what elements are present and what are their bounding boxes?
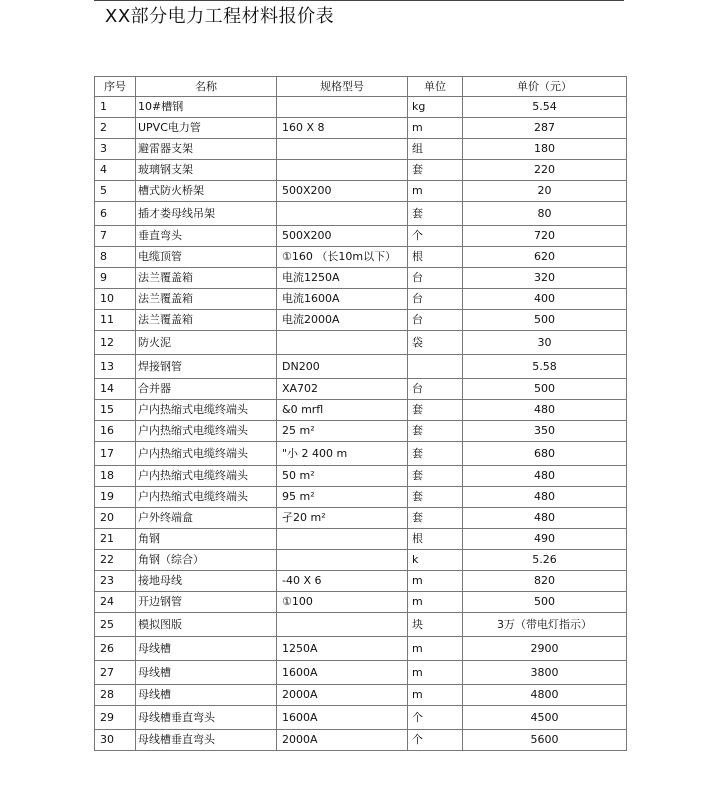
cell-name: 玻璃钢支架 — [136, 160, 277, 181]
table-row — [95, 442, 627, 466]
cell-no: 22 — [95, 550, 136, 571]
cell-name: 户内热缩式电缆终端头 — [136, 487, 277, 508]
cell-spec: 2000A — [277, 685, 408, 706]
cell-unit: m — [408, 637, 463, 661]
cell-no: 4 — [95, 160, 136, 181]
cell-no: 5 — [95, 181, 136, 202]
cell-name: 插才娄母线吊架 — [136, 202, 277, 226]
cell-name: 户内热缩式电缆终端头 — [136, 421, 277, 442]
top-rule — [94, 0, 624, 1]
cell-name: 户内热缩式电缆终端头 — [136, 442, 277, 466]
table-body — [95, 97, 627, 751]
table-row — [95, 421, 627, 442]
cell-price: 3800 — [463, 661, 627, 685]
cell-price: 180 — [463, 139, 627, 160]
cell-name: 角钢 — [136, 529, 277, 550]
cell-price: 4800 — [463, 685, 627, 706]
cell-name: 避雷器支架 — [136, 139, 277, 160]
cell-price: 350 — [463, 421, 627, 442]
table-row — [95, 310, 627, 331]
cell-unit: m — [408, 592, 463, 613]
cell-price: 5.58 — [463, 355, 627, 379]
cell-price: 480 — [463, 487, 627, 508]
cell-name: 法兰覆盖箱 — [136, 268, 277, 289]
cell-no: 24 — [95, 592, 136, 613]
cell-unit: 台 — [408, 289, 463, 310]
table-row — [95, 355, 627, 379]
cell-no: 27 — [95, 661, 136, 685]
table-row — [95, 226, 627, 247]
cell-unit: m — [408, 118, 463, 139]
cell-name: 模拟图版 — [136, 613, 277, 637]
header-price: 单价（元） — [463, 77, 627, 97]
table-row — [95, 289, 627, 310]
cell-unit: 套 — [408, 487, 463, 508]
cell-unit: 个 — [408, 706, 463, 730]
cell-price: 500 — [463, 592, 627, 613]
cell-price: 620 — [463, 247, 627, 268]
cell-unit: 根 — [408, 247, 463, 268]
cell-unit: 个 — [408, 226, 463, 247]
cell-no: 7 — [95, 226, 136, 247]
table-row — [95, 268, 627, 289]
table-row — [95, 706, 627, 730]
table-row — [95, 487, 627, 508]
table-row — [95, 592, 627, 613]
cell-name: 母线槽 — [136, 637, 277, 661]
cell-name: 母线槽垂直弯头 — [136, 706, 277, 730]
cell-no: 30 — [95, 730, 136, 751]
table-row — [95, 550, 627, 571]
cell-name: 槽式防火桥架 — [136, 181, 277, 202]
cell-spec: DN200 — [277, 355, 408, 379]
cell-no: 11 — [95, 310, 136, 331]
cell-spec — [277, 550, 408, 571]
header-no: 序号 — [95, 77, 136, 97]
cell-name: 法兰覆盖箱 — [136, 310, 277, 331]
cell-unit: 袋 — [408, 331, 463, 355]
cell-spec — [277, 613, 408, 637]
cell-name: 防火泥 — [136, 331, 277, 355]
cell-name: 母线槽垂直弯头 — [136, 730, 277, 751]
table-row — [95, 685, 627, 706]
cell-unit: 套 — [408, 421, 463, 442]
header-spec: 规格型号 — [277, 77, 408, 97]
cell-name: UPVC电力管 — [136, 118, 277, 139]
cell-spec — [277, 202, 408, 226]
cell-price: 2900 — [463, 637, 627, 661]
cell-spec: "小 2 400 m — [277, 442, 408, 466]
cell-spec: 孑20 m² — [277, 508, 408, 529]
table-row — [95, 181, 627, 202]
cell-no: 13 — [95, 355, 136, 379]
table-row — [95, 661, 627, 685]
cell-price: 5600 — [463, 730, 627, 751]
cell-unit: 台 — [408, 379, 463, 400]
table-row — [95, 247, 627, 268]
cell-name: 法兰覆盖箱 — [136, 289, 277, 310]
cell-name: 接地母线 — [136, 571, 277, 592]
table-row — [95, 730, 627, 751]
cell-no: 9 — [95, 268, 136, 289]
cell-price: 480 — [463, 508, 627, 529]
table-row — [95, 400, 627, 421]
cell-spec: 95 m² — [277, 487, 408, 508]
cell-unit: 个 — [408, 730, 463, 751]
header-row — [95, 77, 627, 97]
cell-price: 4500 — [463, 706, 627, 730]
cell-spec: ①100 — [277, 592, 408, 613]
cell-unit: 块 — [408, 613, 463, 637]
cell-price: 30 — [463, 331, 627, 355]
cell-price: 220 — [463, 160, 627, 181]
cell-no: 2 — [95, 118, 136, 139]
cell-no: 25 — [95, 613, 136, 637]
table-row — [95, 139, 627, 160]
cell-no: 3 — [95, 139, 136, 160]
cell-price: 5.54 — [463, 97, 627, 118]
cell-no: 19 — [95, 487, 136, 508]
table-row — [95, 508, 627, 529]
cell-spec — [277, 529, 408, 550]
cell-spec — [277, 160, 408, 181]
cell-no: 6 — [95, 202, 136, 226]
cell-price: 3万（带电灯指示） — [463, 613, 627, 637]
cell-spec: ①160 （长10m以下） — [277, 247, 408, 268]
cell-name: 开边钢管 — [136, 592, 277, 613]
table-row — [95, 118, 627, 139]
cell-unit: 台 — [408, 310, 463, 331]
cell-unit: 根 — [408, 529, 463, 550]
cell-unit: 套 — [408, 508, 463, 529]
header-unit: 单位 — [408, 77, 463, 97]
cell-unit: m — [408, 181, 463, 202]
cell-no: 23 — [95, 571, 136, 592]
cell-spec: 1250A — [277, 637, 408, 661]
cell-unit: m — [408, 571, 463, 592]
cell-no: 8 — [95, 247, 136, 268]
table-row — [95, 466, 627, 487]
cell-spec: 1600A — [277, 661, 408, 685]
cell-spec: 500X200 — [277, 226, 408, 247]
cell-name: 垂直弯头 — [136, 226, 277, 247]
cell-price: 500 — [463, 379, 627, 400]
cell-price: 80 — [463, 202, 627, 226]
cell-no: 16 — [95, 421, 136, 442]
cell-name: 合并器 — [136, 379, 277, 400]
cell-price: 5.26 — [463, 550, 627, 571]
table-row — [95, 379, 627, 400]
cell-no: 12 — [95, 331, 136, 355]
cell-price: 500 — [463, 310, 627, 331]
cell-price: 480 — [463, 400, 627, 421]
cell-price: 490 — [463, 529, 627, 550]
cell-price: 320 — [463, 268, 627, 289]
cell-unit: 套 — [408, 466, 463, 487]
cell-no: 21 — [95, 529, 136, 550]
cell-unit — [408, 355, 463, 379]
cell-no: 10 — [95, 289, 136, 310]
cell-spec — [277, 139, 408, 160]
table-row — [95, 160, 627, 181]
table-row — [95, 637, 627, 661]
cell-spec — [277, 97, 408, 118]
cell-unit: kg — [408, 97, 463, 118]
cell-spec: &0 mrfl — [277, 400, 408, 421]
cell-no: 29 — [95, 706, 136, 730]
cell-price: 720 — [463, 226, 627, 247]
cell-spec: 50 m² — [277, 466, 408, 487]
cell-unit: k — [408, 550, 463, 571]
cell-spec: 电流1250A — [277, 268, 408, 289]
cell-name: 母线槽 — [136, 685, 277, 706]
cell-unit: 套 — [408, 160, 463, 181]
cell-name: 角钢（综合） — [136, 550, 277, 571]
cell-no: 14 — [95, 379, 136, 400]
cell-name: 电缆顶管 — [136, 247, 277, 268]
cell-no: 28 — [95, 685, 136, 706]
cell-spec: 2000A — [277, 730, 408, 751]
cell-spec: 500X200 — [277, 181, 408, 202]
cell-name: 户内热缩式电缆终端头 — [136, 466, 277, 487]
cell-spec: 160 X 8 — [277, 118, 408, 139]
cell-unit: 组 — [408, 139, 463, 160]
cell-spec: 1600A — [277, 706, 408, 730]
cell-name: 户内热缩式电缆终端头 — [136, 400, 277, 421]
cell-spec: XA702 — [277, 379, 408, 400]
cell-name: 10#槽钢 — [136, 97, 277, 118]
cell-price: 20 — [463, 181, 627, 202]
cell-unit: m — [408, 685, 463, 706]
cell-name: 户外终端盒 — [136, 508, 277, 529]
cell-price: 820 — [463, 571, 627, 592]
cell-spec: 25 m² — [277, 421, 408, 442]
table-row — [95, 202, 627, 226]
cell-name: 焊接钢管 — [136, 355, 277, 379]
cell-unit: 套 — [408, 442, 463, 466]
table-row — [95, 571, 627, 592]
cell-spec: -40 X 6 — [277, 571, 408, 592]
cell-price: 287 — [463, 118, 627, 139]
cell-no: 15 — [95, 400, 136, 421]
cell-name: 母线槽 — [136, 661, 277, 685]
header-name: 名称 — [136, 77, 277, 97]
cell-spec — [277, 331, 408, 355]
cell-no: 18 — [95, 466, 136, 487]
cell-no: 26 — [95, 637, 136, 661]
price-table — [94, 76, 627, 751]
cell-price: 680 — [463, 442, 627, 466]
cell-price: 400 — [463, 289, 627, 310]
cell-unit: 套 — [408, 202, 463, 226]
cell-no: 17 — [95, 442, 136, 466]
cell-spec: 电流2000A — [277, 310, 408, 331]
table-row — [95, 97, 627, 118]
cell-no: 20 — [95, 508, 136, 529]
cell-price: 480 — [463, 466, 627, 487]
cell-unit: m — [408, 661, 463, 685]
table-row — [95, 529, 627, 550]
cell-unit: 套 — [408, 400, 463, 421]
cell-unit: 台 — [408, 268, 463, 289]
cell-spec: 电流1600A — [277, 289, 408, 310]
page-title: XX部分电力工程材料报价表 — [105, 6, 335, 27]
table-row — [95, 613, 627, 637]
table-row — [95, 331, 627, 355]
cell-no: 1 — [95, 97, 136, 118]
